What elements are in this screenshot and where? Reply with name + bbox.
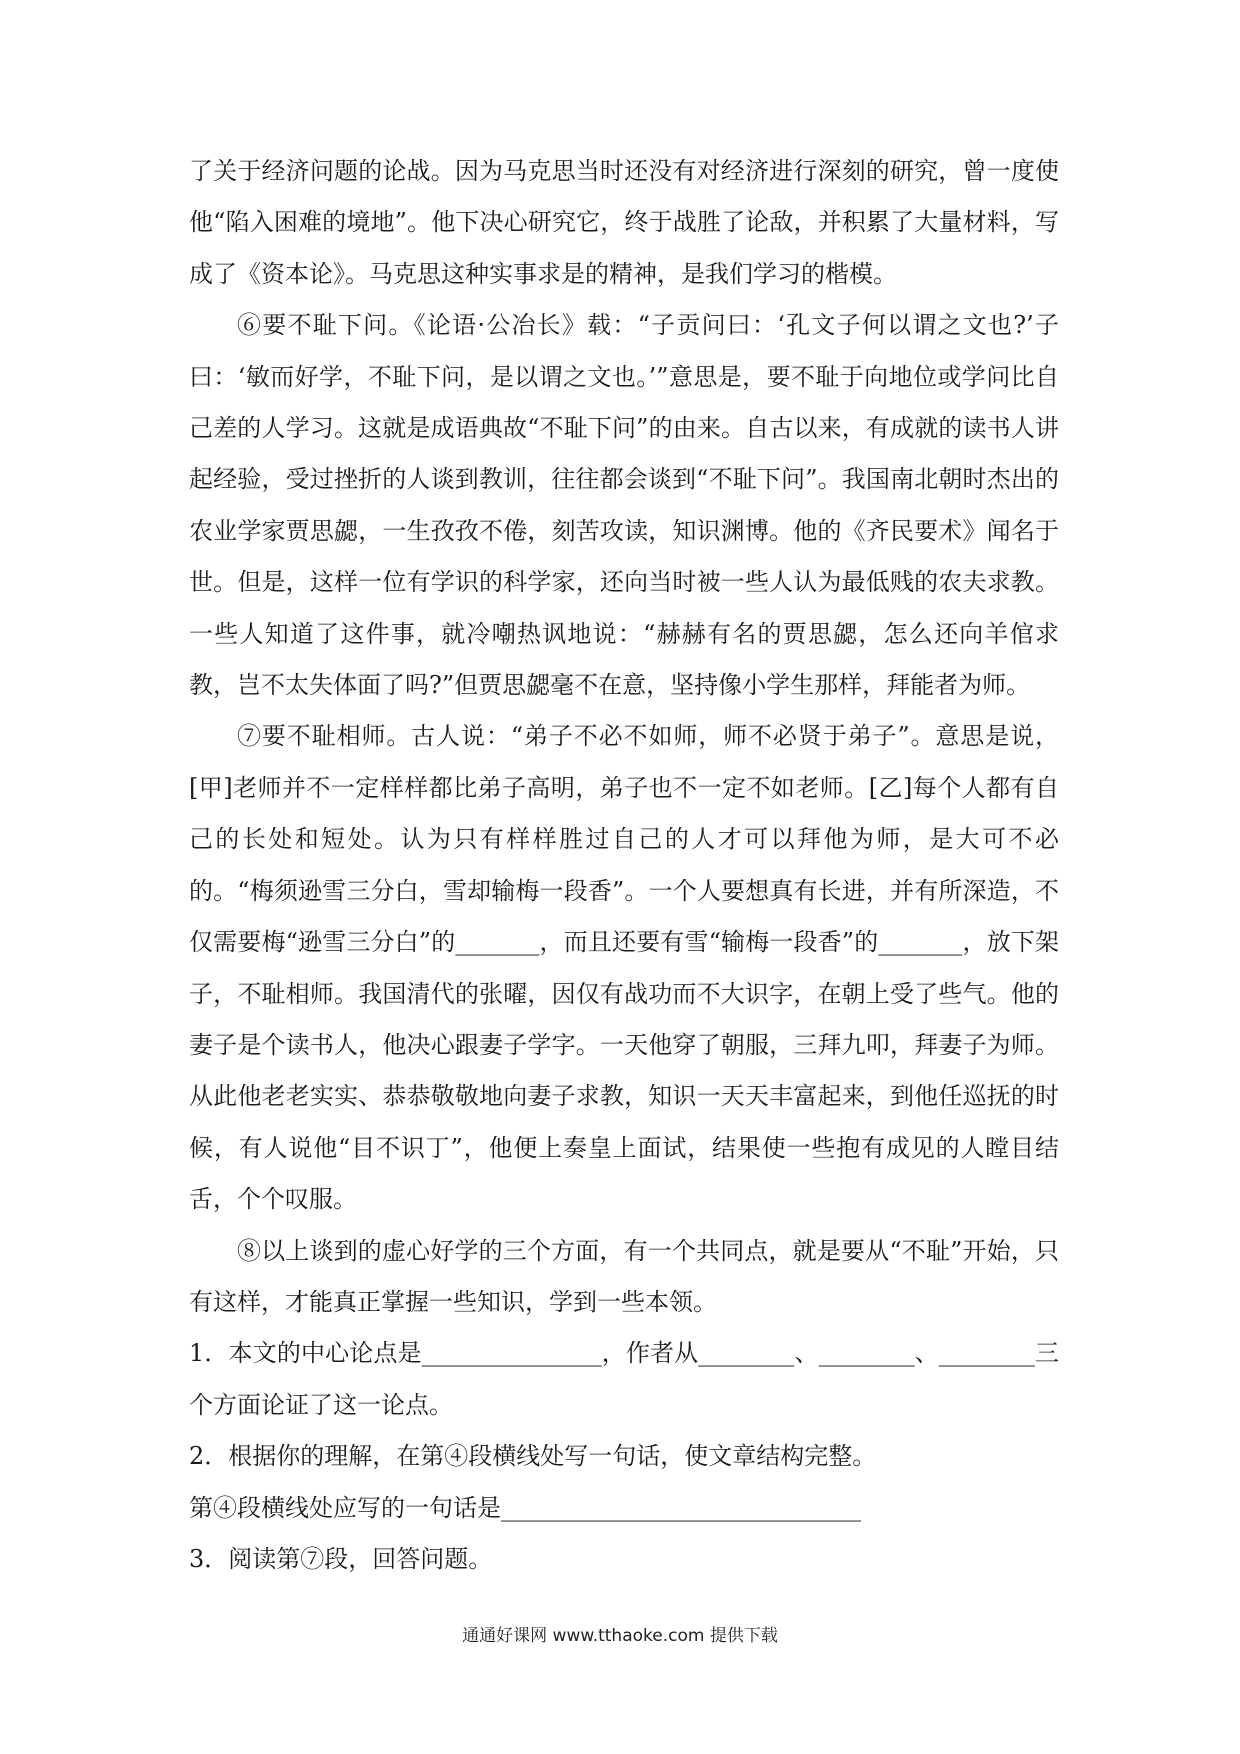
- question-3: 3．阅读第⑦段，回答问题。: [189, 1544, 493, 1573]
- document-body: [189, 146, 1059, 1585]
- question-1: 1．本文的中心论点是_______________，作者从________、________、________三个方面论证了这一论点。: [189, 1339, 1059, 1419]
- paragraph-8: ⑧以上谈到的虚心好学的三个方面，有一个共同点，就是要从“不耻”开始，只有这样，才能真正掌握一些知识，学到一些本领。: [189, 1236, 1059, 1316]
- paragraph-6: ⑥要不耻下问。《论语·公冶长》载：“子贡问曰：‘孔文子何以谓之文也?’子曰：‘敏而好学，不耻下问，是以谓之文也。’”意思是，要不耻于向地位或学问比自己差的人学习。这就是成语典故“不耻下问”的由来。自古以来，有成就的读书人讲起经验，受过挫折的人谈到教训，往往都会谈到“不耻下问”。我国南北朝时杰出的农业学家贾思勰，一生孜孜不倦，刻苦攻读，知识渊博。他的《齐民要术》闻名于世。但是，这样一位有学识的科学家，还向当时被一些人认为最低贱的农夫求教。一些人知道了这件事，就冷嘲热讽地说：“赫赫有名的贾思勰，怎么还向羊倌求教，岂不太失体面了吗?”但贾思勰毫不在意，坚持像小学生那样，拜能者为师。: [189, 311, 1059, 700]
- question-2-answer-line: 第④段横线处应写的一句话是______________________________: [189, 1493, 861, 1522]
- question-2: 2．根据你的理解，在第④段横线处写一句话，使文章结构完整。: [189, 1442, 877, 1471]
- paragraph-7: ⑦要不耻相师。古人说：“弟子不必不如师，师不必贤于弟子”。意思是说，[甲]老师并不一定样样都比弟子高明，弟子也不一定不如老师。[乙]每个人都有自己的长处和短处。认为只有样样胜过自己的人才可以拜他为师，是大可不必的。“梅须逊雪三分白，雪却输梅一段香”。一个人要想真有长进，并有所深造，不仅需要梅“逊雪三分白”的_______，而且还要有雪“输梅一段香”的_______，放下架子，不耻相师。我国清代的张曜，因仅有战功而不大识字，在朝上受了些气。他的妻子是个读书人，他决心跟妻子学字。一天他穿了朝服，三拜九叩，拜妻子为师。从此他老老实实、恭恭敬敬地向妻子求教，知识一天天丰富起来，到他任巡抚的时候，有人说他“目不识丁”，他便上奏皇上面试，结果使一些抱有成见的人瞠目结舌，个个叹服。: [189, 722, 1059, 1214]
- page-footer: 通通好课网 www.tthaoke.com 提供下载: [462, 1626, 778, 1646]
- paragraph-5-continuation: 了关于经济问题的论战。因为马克思当时还没有对经济进行深刻的研究，曾一度使他“陷入困难的境地”。他下决心研究它，终于战胜了论敌，并积累了大量材料，写成了《资本论》。马克思这种实事求是的精神，是我们学习的楷模。: [189, 157, 1059, 288]
